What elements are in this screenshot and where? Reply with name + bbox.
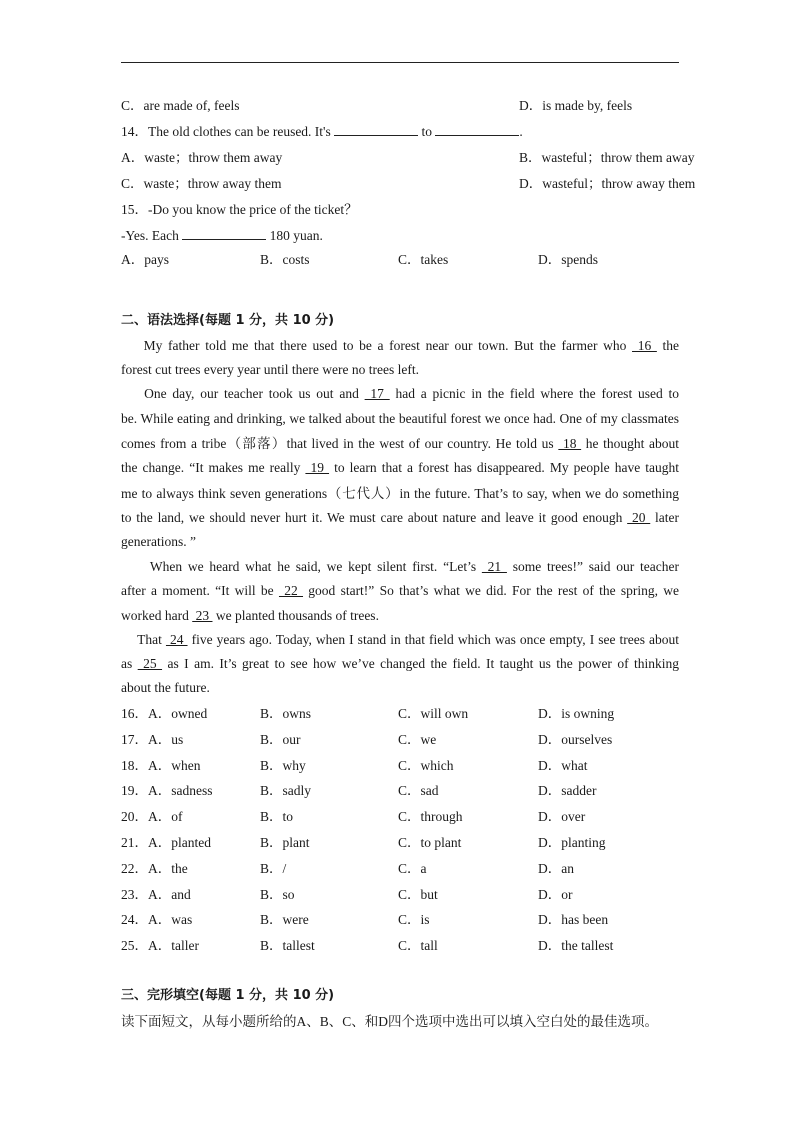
q15-option-d: D．spends — [538, 252, 598, 267]
blank-number: 17 — [364, 386, 390, 401]
q14-options-cd — [121, 175, 696, 193]
option-d: D．or — [538, 886, 573, 902]
option-row — [121, 937, 679, 955]
option-a: 25．A．taller — [121, 938, 199, 954]
blank-number: 24 — [165, 632, 188, 647]
section-3-instruction: 读下面短文，从每小题所给的A、B、C、和D四个选项中选出可以填入空白处的最佳选项。 — [121, 1014, 659, 1029]
option-row — [121, 782, 679, 800]
q14-option-d: D．wasteful；throw away them — [519, 176, 696, 191]
option-c: C．we — [398, 731, 437, 747]
option-a: 17．A．us — [121, 731, 184, 747]
option-d: D．an — [538, 860, 574, 876]
passage-line — [121, 631, 679, 649]
option-d: D．what — [538, 757, 588, 773]
passage-line — [121, 655, 679, 673]
answer-blank — [334, 123, 418, 136]
passage-text: be. While eating and drinking, we talked about the beautiful forest we once had. One of my classmates — [121, 411, 679, 426]
passage-line — [121, 558, 679, 576]
q14-stem: 14．The old clothes can be reused. It's to . — [121, 124, 523, 139]
option-row — [121, 886, 679, 904]
passage-text: five years ago. Today, when I stand in that field which was once empty, I see trees about — [191, 632, 680, 647]
blank-number: 23 — [192, 608, 213, 623]
passage-line — [121, 582, 679, 600]
q15-options — [121, 251, 679, 269]
passage-text: the — [662, 338, 680, 353]
passage-text: later — [655, 510, 680, 525]
passage-line — [121, 435, 679, 453]
blank-number: 25 — [137, 656, 163, 671]
option-d: D．planting — [538, 835, 606, 850]
passage-line — [121, 607, 679, 625]
q15-option-c: C．takes — [398, 252, 449, 267]
option-row — [121, 808, 679, 826]
option-c: C．to plant — [398, 835, 462, 850]
passage-line — [121, 410, 679, 428]
option-a: 19．A．sadness — [121, 783, 213, 799]
option-c: C．is — [398, 912, 430, 928]
option-d: D．ourselves — [538, 731, 613, 747]
q15-option-a: A．pays — [121, 252, 169, 267]
passage-line — [121, 361, 679, 379]
q15-stem-2: -Yes. Each 180 yuan. — [121, 228, 323, 243]
q14-option-a: A．waste；throw them away — [121, 150, 283, 165]
passage-text: One day, our teacher took us out and — [121, 386, 359, 401]
answer-blank — [182, 227, 266, 240]
q15-option-b: B．costs — [260, 252, 310, 267]
passage-text: as I am. It’s great to see how we’ve changed the field. It taught us the power of thinking — [167, 656, 680, 671]
option-c: C．through — [398, 809, 463, 825]
passage-line — [121, 485, 679, 503]
option-b: B．sadly — [260, 783, 312, 799]
option-row — [121, 834, 679, 852]
option-row — [121, 731, 679, 749]
passage-text: worked hard — [121, 608, 189, 623]
passage-text: forest cut trees every year until there were no trees left. — [121, 362, 419, 377]
passage-text: had a picnic in the field where the forest used to — [395, 386, 680, 401]
passage-text: we planted thousands of trees. — [215, 608, 379, 623]
option-b: B．our — [260, 731, 301, 747]
option-b: B．plant — [260, 835, 310, 850]
option-b: B．owns — [260, 706, 312, 721]
option-a: 22．A．the — [121, 860, 188, 876]
option-a: 24．A．was — [121, 912, 193, 928]
passage-line — [121, 385, 679, 403]
passage-text: me to always think seven generations（七代人）in the future. That’s to say, when we do something — [121, 486, 679, 501]
q14-options-ab — [121, 149, 695, 167]
option-b: B．tallest — [260, 938, 315, 954]
passage-text: he thought about — [585, 436, 680, 451]
passage-text: When we heard what he said, we kept silent first. “Let’s — [121, 559, 477, 574]
option-b: B．were — [260, 912, 309, 928]
option-b: B．to — [260, 809, 294, 825]
q13-option-d: D．is made by, feels — [519, 98, 633, 113]
passage-text: as — [121, 656, 133, 671]
passage-line — [121, 679, 679, 697]
option-c: C．a — [398, 860, 427, 876]
q14-option-c: C．waste；throw away them — [121, 176, 282, 191]
option-c: C．will own — [398, 706, 469, 721]
option-b: B．why — [260, 757, 306, 773]
option-b: B．so — [260, 886, 295, 902]
option-d: D．over — [538, 809, 586, 825]
blank-number: 18 — [558, 436, 582, 451]
passage-line — [121, 533, 679, 551]
passage-text: That — [121, 632, 162, 647]
option-row — [121, 705, 679, 723]
passage-text: some trees!” said our teacher — [512, 559, 679, 574]
option-a: 23．A．and — [121, 886, 191, 902]
passage-line — [121, 509, 679, 527]
option-row — [121, 757, 679, 775]
passage-text: about the future. — [121, 680, 210, 695]
passage-text: after a moment. “It will be — [121, 583, 274, 598]
passage-text: good start!” So that’s what we did. For the rest of the spring, we — [308, 583, 680, 598]
option-d: D．sadder — [538, 783, 597, 799]
option-c: C．sad — [398, 783, 439, 799]
option-c: C．which — [398, 757, 454, 773]
option-a: 21．A．planted — [121, 835, 211, 850]
blank-number: 19 — [305, 460, 330, 475]
section-2-title: 二、语法选择(每题 1 分，共 10 分) — [121, 313, 335, 328]
passage-text: comes from a tribe（部落）that lived in the west of our country. He told us — [121, 436, 554, 451]
option-row — [121, 911, 679, 929]
passage-text: to the land, we should never hurt it. We must care about nature and leave it good enough — [121, 510, 623, 525]
q13-option-c: C．are made of, feels — [121, 98, 240, 113]
header-rule — [121, 62, 679, 63]
passage-text: generations. ” — [121, 534, 196, 549]
passage-text: to learn that a forest has disappeared. My people have taught — [334, 460, 679, 475]
answer-blank — [435, 123, 519, 136]
option-c: C．tall — [398, 938, 438, 954]
passage-line — [121, 459, 679, 477]
option-row — [121, 860, 679, 878]
passage-line — [121, 337, 679, 355]
section-3-title: 三、完形填空(每题 1 分，共 10 分) — [121, 988, 335, 1003]
q13-options — [121, 97, 633, 115]
q14-option-b: B．wasteful；throw them away — [519, 150, 695, 165]
passage-text: My father told me that there used to be a forest near our town. But the farmer who — [121, 338, 627, 353]
q15-stem: 15．-Do you know the price of the ticket？ — [121, 202, 358, 217]
blank-number: 21 — [481, 559, 507, 574]
option-d: D．has been — [538, 912, 609, 928]
option-a: 16．A．owned — [121, 706, 208, 721]
blank-number: 22 — [278, 583, 304, 598]
option-b: B．/ — [260, 860, 287, 876]
option-d: D．the tallest — [538, 938, 614, 954]
passage-text: the change. “It makes me really — [121, 460, 301, 475]
option-a: 18．A．when — [121, 757, 201, 773]
blank-number: 20 — [627, 510, 651, 525]
blank-number: 16 — [632, 338, 657, 353]
option-a: 20．A．of — [121, 809, 183, 825]
option-c: C．but — [398, 886, 438, 902]
option-d: D．is owning — [538, 706, 615, 721]
